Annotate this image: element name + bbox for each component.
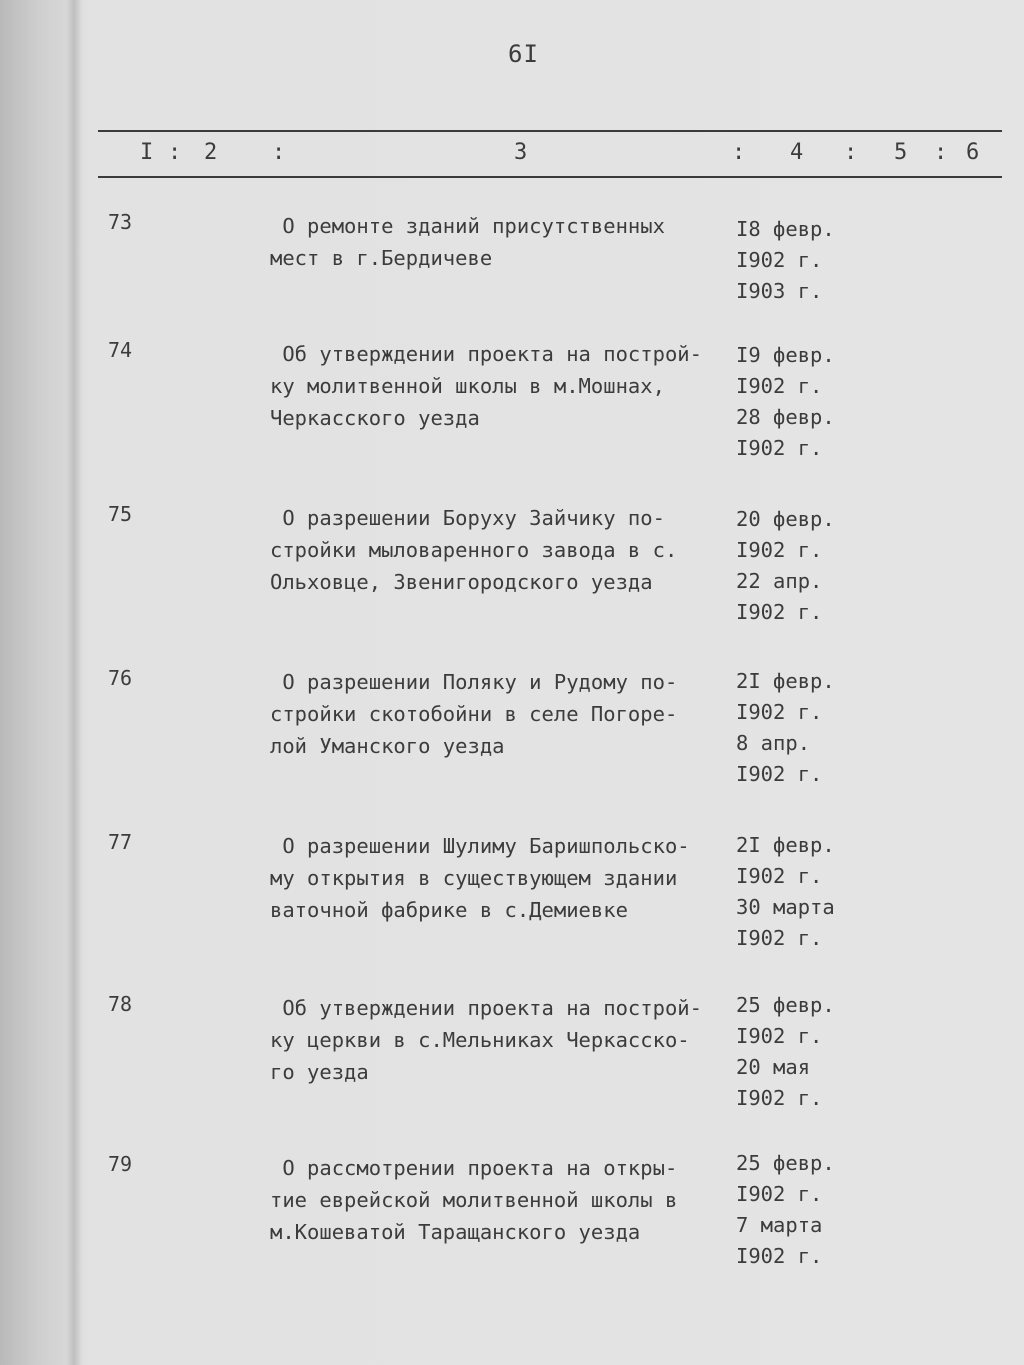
column-header-1: I [140, 140, 154, 165]
entry-number: 77 [108, 830, 133, 854]
entry-dates: 2I февр. I902 г. 8 апр. I902 г. [736, 669, 835, 786]
entry-dates: I8 февр. I902 г. I903 г. [736, 217, 835, 303]
entry-dates: 25 февр. I902 г. 7 марта I902 г. [736, 1151, 835, 1268]
column-header-3: 3 [514, 140, 528, 165]
entry-description: Об утверждении проекта на построй- ку молитвенной школы в м.Мошнах, Черкасского уезда [270, 342, 702, 430]
entry-description: О разрешении Боруху Зайчику по- стройки мыловаренного завода в с. Ольховце, Звенигородского уезда [270, 506, 678, 594]
entry-description: О ремонте зданий присутственных мест в г.Бердичеве [270, 214, 665, 270]
column-separator: : [844, 140, 858, 165]
entry-description: О разрешении Шулиму Баришпольско- му открытия в существующем здании ваточной фабрике в с.Демиевке [270, 834, 690, 922]
register-entry [0, 666, 1024, 806]
header-top-rule [98, 130, 1002, 132]
column-separator: : [168, 140, 182, 165]
column-separator: : [934, 140, 948, 165]
column-header-2: 2 [204, 140, 218, 165]
entry-dates: 2I февр. I902 г. 30 марта I902 г. [736, 833, 835, 950]
column-header-6: 6 [966, 140, 980, 165]
column-separator: : [272, 140, 286, 165]
column-header-5: 5 [894, 140, 908, 165]
entry-dates: I9 февр. I902 г. 28 февр. I902 г. [736, 343, 835, 460]
entry-number: 76 [108, 666, 133, 690]
entry-description: Об утверждении проекта на построй- ку церкви в с.Мельниках Черкасско- го уезда [270, 996, 702, 1084]
entry-number: 78 [108, 992, 133, 1016]
entry-number: 79 [108, 1152, 133, 1176]
register-entry [0, 830, 1024, 970]
register-entry [0, 1152, 1024, 1292]
entry-number: 74 [108, 338, 133, 362]
entry-dates: 20 февр. I902 г. 22 апр. I902 г. [736, 507, 835, 624]
register-entry [0, 992, 1024, 1132]
column-separator: : [732, 140, 746, 165]
entry-description: О разрешении Поляку и Рудому по- стройки скотобойни в селе Погоре- лой Уманского уезда [270, 670, 678, 758]
entry-dates: 25 февр. I902 г. 20 мая I902 г. [736, 993, 835, 1110]
register-entry [0, 338, 1024, 478]
entry-number: 73 [108, 210, 133, 234]
register-entry [0, 210, 1024, 350]
column-header-4: 4 [790, 140, 804, 165]
register-entry [0, 502, 1024, 642]
entry-description: О рассмотрении проекта на откры- тие еврейской молитвенной школы в м.Кошеватой Таращанского уезда [270, 1156, 678, 1244]
entry-number: 75 [108, 502, 133, 526]
header-bottom-rule [98, 176, 1002, 178]
page-number: 6I [508, 40, 539, 68]
